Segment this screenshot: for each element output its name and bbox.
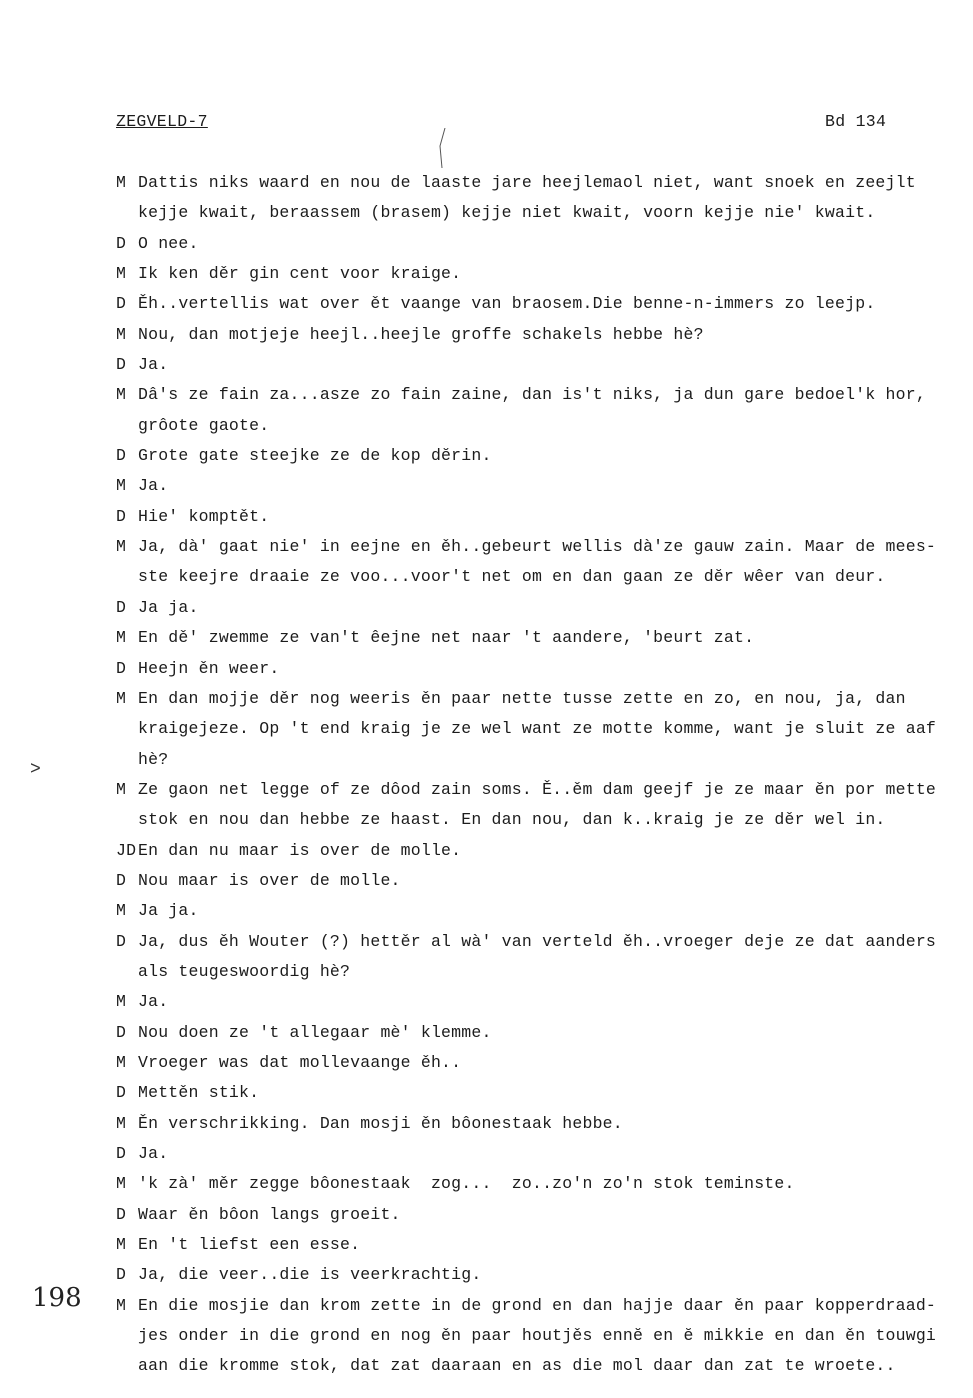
transcript-line	[0, 380, 973, 410]
utterance-text: En dan mojje děr nog weeris ěn paar nette tusse zette en zo, en nou, ja, dan	[138, 688, 906, 708]
utterance-text: ste keejre draaie ze voo...voor't net om en dan gaan ze dĕr wêer van deur.	[138, 567, 886, 587]
transcript-line	[0, 1230, 973, 1260]
transcript-line	[0, 1139, 973, 1169]
transcript-line	[0, 259, 973, 289]
utterance-text: jes onder in die grond en nog ěn paar houtjěs ennĕ en ĕ mikkie en dan ěn touwgi	[138, 1326, 937, 1346]
transcript-continuation-line	[0, 1351, 973, 1381]
transcript-line	[0, 623, 973, 653]
utterance-text: Ze gaon net legge of ze dôod zain soms. Ě..ěm dam geejf je ze maar ěn por mette	[138, 779, 937, 799]
utterance-text: Grote gate steejke ze de kop dĕrin.	[138, 446, 492, 466]
utterance-text: grôote gaote.	[138, 415, 270, 435]
transcript-line	[0, 289, 973, 319]
speaker-label: M	[116, 1052, 127, 1072]
speaker-label: M	[116, 628, 127, 648]
speaker-label: D	[116, 506, 127, 526]
speaker-label: D	[116, 1204, 127, 1224]
margin-page-number: 198	[32, 1283, 82, 1313]
utterance-text: Dâ's ze fain za...asze zo fain zaine, dan is't niks, ja dun gare bedoel'k hor,	[138, 385, 926, 405]
utterance-text: Vroeger was dat mollevaange ěh..	[138, 1052, 462, 1072]
transcript-line	[0, 836, 973, 866]
utterance-text: Ěh..vertellis wat over ět vaange van braosem.Die benne-n-immers zo leejp.	[138, 294, 876, 314]
utterance-text: Ja, dà' gaat nie' in eejne en ěh..gebeurt wellis dà'ze gauw zain. Maar de mees-	[138, 537, 937, 557]
speaker-label: M	[116, 1174, 127, 1194]
speaker-label: M	[116, 476, 127, 496]
transcript-line	[0, 927, 973, 957]
transcript-line	[0, 168, 973, 198]
speaker-label: D	[116, 1144, 127, 1163]
transcript-line	[0, 1109, 973, 1139]
speaker-label: M	[116, 385, 127, 405]
utterance-text: Ja, die veer..die is veerkrachtig.	[138, 1265, 482, 1285]
transcript-line	[0, 502, 973, 532]
utterance-text: Nou, dan motjeje heejl..heejle groffe schakels hebbe hè?	[138, 324, 704, 344]
transcript-continuation-line	[0, 1321, 973, 1351]
speaker-label: D	[116, 1083, 127, 1103]
transcript-continuation-line	[0, 957, 973, 987]
transcript-continuation-line	[0, 714, 973, 744]
utterance-text: aan die kromme stok, dat zat daaraan en as die mol daar dan zat te wroete..	[138, 1356, 896, 1376]
utterance-text: Dattis niks waard en nou de laaste jare heejlemaol niet, want snoek en zeejlt	[138, 173, 916, 192]
transcript-line	[0, 471, 973, 501]
speaker-label: M	[116, 324, 127, 344]
transcript-line	[0, 350, 973, 380]
utterance-text: En 't liefst een esse.	[138, 1235, 361, 1255]
utterance-text: stok en nou dan hebbe ze haast. En dan nou, dan k..kraig je ze děr wel in.	[138, 810, 886, 830]
speaker-label: M	[116, 688, 127, 708]
transcript-line	[0, 593, 973, 623]
speaker-label: D	[116, 446, 127, 466]
transcript-line	[0, 775, 973, 805]
speaker-label: D	[116, 597, 127, 617]
utterance-text: Ja ja.	[138, 901, 199, 921]
transcript-line	[0, 229, 973, 259]
utterance-text: Ja ja.	[138, 597, 199, 617]
utterance-text: Hie' komptět.	[138, 506, 270, 526]
utterance-text: O nee.	[138, 233, 199, 253]
transcript-continuation-line	[0, 745, 973, 775]
speaker-label: M	[116, 537, 127, 557]
utterance-text: Heejn ěn weer.	[138, 658, 280, 678]
document-header-title: ZEGVELD-7	[116, 112, 208, 131]
transcript-continuation-line	[0, 805, 973, 835]
transcript-line	[0, 320, 973, 350]
utterance-text: hè?	[138, 749, 169, 769]
transcript-line	[0, 866, 973, 896]
utterance-text: kejje kwait, beraassem (brasem) kejje niet kwait, voorn kejje nie' kwait.	[138, 203, 876, 223]
transcript-line	[0, 1169, 973, 1199]
utterance-text: Nou doen ze 't allegaar mè' klemme.	[138, 1022, 492, 1042]
utterance-text: En dě' zwemme ze van't êejne net naar 't aandere, 'beurt zat.	[138, 628, 755, 648]
margin-arrow-mark: >	[30, 760, 41, 780]
utterance-text: En dan nu maar is over de molle.	[138, 840, 462, 860]
utterance-text: kraigejeze. Op 't end kraig je ze wel want ze motte komme, want je sluit ze aaf	[138, 719, 937, 739]
speaker-label: JD	[116, 840, 137, 860]
utterance-text: Ja.	[138, 476, 169, 496]
speaker-label: D	[116, 233, 127, 253]
document-header-reference: Bd 134	[825, 112, 887, 131]
transcript-line	[0, 441, 973, 471]
utterance-text: Ja.	[138, 1144, 169, 1163]
utterance-text: Ja.	[138, 992, 169, 1012]
transcript-continuation-line	[0, 198, 973, 228]
speaker-label: M	[116, 1295, 127, 1315]
utterance-text: Ja.	[138, 355, 169, 375]
speaker-label: M	[116, 264, 127, 284]
transcript-body	[0, 168, 973, 1382]
speaker-label: M	[116, 173, 127, 192]
transcript-line	[0, 1078, 973, 1108]
speaker-label: D	[116, 1265, 127, 1285]
utterance-text: als teugeswoordig hè?	[138, 961, 351, 981]
transcript-continuation-line	[0, 411, 973, 441]
speaker-label: D	[116, 658, 127, 678]
transcript-line	[0, 654, 973, 684]
utterance-text: Waar ěn bôon langs groeit.	[138, 1204, 401, 1224]
transcript-line	[0, 1048, 973, 1078]
speaker-label: M	[116, 779, 127, 799]
transcript-line	[0, 1200, 973, 1230]
utterance-text: Ěn verschrikking. Dan mosji ěn bôonestaak hebbe.	[138, 1113, 623, 1133]
transcript-line	[0, 1260, 973, 1290]
transcript-line	[0, 1291, 973, 1321]
transcript-line	[0, 896, 973, 926]
speaker-label: M	[116, 992, 127, 1012]
transcript-line	[0, 532, 973, 562]
utterance-text: Ik ken děr gin cent voor kraige.	[138, 264, 462, 284]
utterance-text: Nou maar is over de molle.	[138, 870, 401, 890]
speaker-label: D	[116, 1022, 127, 1042]
utterance-text: Mettěn stik.	[138, 1083, 260, 1103]
transcript-line	[0, 1018, 973, 1048]
speaker-label: D	[116, 294, 127, 314]
speaker-label: M	[116, 1235, 127, 1255]
speaker-label: D	[116, 931, 127, 951]
speaker-label: D	[116, 870, 127, 890]
utterance-text: 'k zà' měr zegge bôonestaak zog... zo..zo'n zo'n stok teminste.	[138, 1174, 795, 1194]
pencil-stroke-mark	[438, 128, 446, 172]
transcript-line	[0, 684, 973, 714]
speaker-label: M	[116, 1113, 127, 1133]
utterance-text: Ja, dus ěh Wouter (?) hettěr al wà' van verteld ěh..vroeger deje ze dat aanders	[138, 931, 937, 951]
transcript-continuation-line	[0, 562, 973, 592]
speaker-label: D	[116, 355, 127, 375]
utterance-text: En die mosjie dan krom zette in de grond en dan hajje daar ěn paar kopperdraad-	[138, 1295, 937, 1315]
transcript-line	[0, 987, 973, 1017]
speaker-label: M	[116, 901, 127, 921]
